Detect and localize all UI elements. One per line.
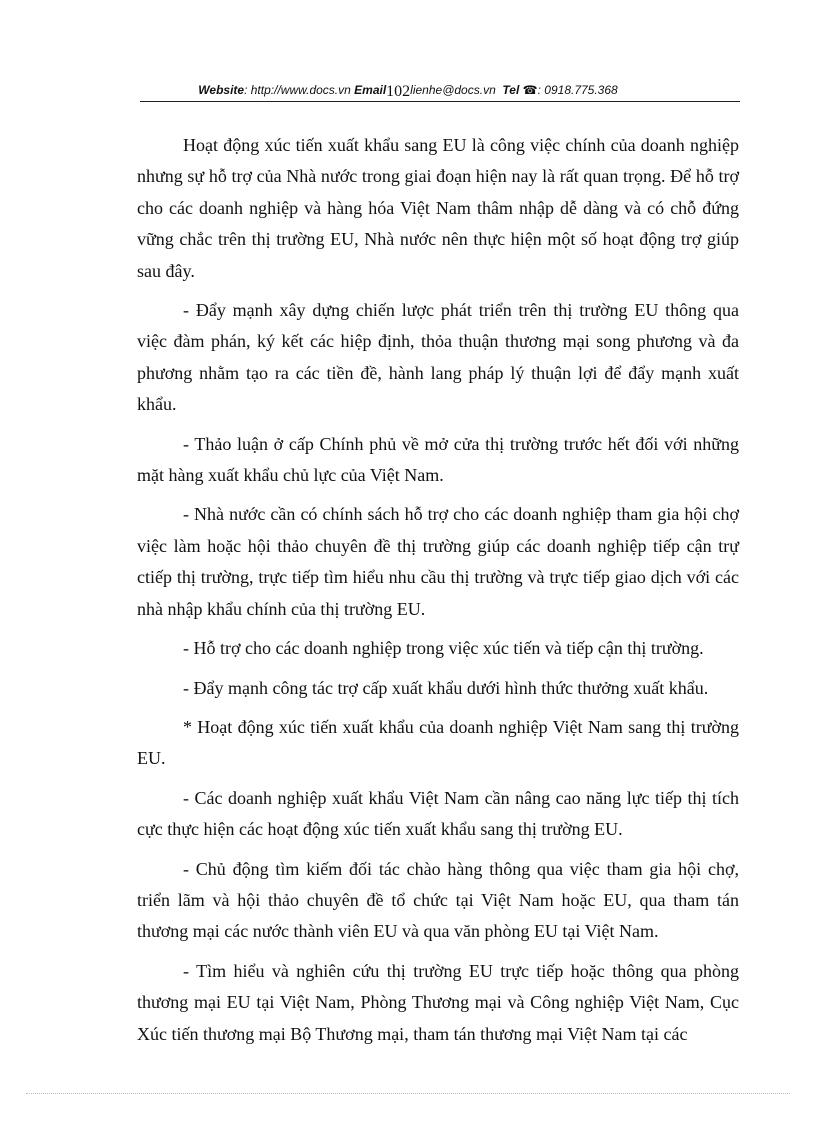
website-label: Website [198, 83, 245, 97]
page-header [0, 81, 816, 99]
paragraph: - Đẩy mạnh công tác trợ cấp xuất khẩu dưới hình thức thưởng xuất khẩu. [183, 677, 709, 698]
phone-icon: ☎ [522, 83, 538, 97]
page-bottom-divider [26, 1093, 790, 1094]
tel-number: : 0918.775.368 [537, 83, 618, 97]
email-address[interactable]: lienhe@docs.vn [410, 83, 496, 97]
paragraph: * Hoạt động xúc tiến xuất khẩu của doanh nghiệp Việt Nam sang thị trường EU. [137, 716, 739, 769]
header-divider [140, 101, 740, 102]
email-label: Email [354, 83, 387, 97]
document-body [137, 130, 739, 1058]
website-url[interactable]: : http://www.docs.vn [244, 83, 351, 97]
paragraph: - Nhà nước cần có chính sách hỗ trợ cho các doanh nghiệp tham gia hội chợ việc làm hoặc hội thảo chuyên đề thị trường giúp các doanh nghiệp tiếp cận trự ctiếp thị trường, trực tiếp tìm hiểu nhu cầu thị trường và trực tiếp giao dịch với các nhà nhập khẩu chính của thị trường EU. [137, 504, 739, 619]
paragraph: - Các doanh nghiệp xuất khẩu Việt Nam cần nâng cao năng lực tiếp thị tích cực thực hiện các hoạt động xúc tiến xuất khẩu sang thị trường EU. [137, 787, 739, 840]
tel-label: Tel [502, 83, 520, 97]
paragraph: - Thảo luận ở cấp Chính phủ về mở cửa thị trường trước hết đối với những mặt hàng xuất khẩu chủ lực của Việt Nam. [137, 433, 739, 486]
paragraph: - Tìm hiểu và nghiên cứu thị trường EU trực tiếp hoặc thông qua phòng thương mại EU tại Việt Nam, Phòng Thương mại và Công nghiệp Việt Nam, Cục Xúc tiến thương mại Bộ Thương mại, tham tán thương mại Việt Nam tại các [137, 960, 739, 1044]
page-number: 102 [386, 83, 411, 100]
paragraph: - Chủ động tìm kiếm đối tác chào hàng thông qua việc tham gia hội chợ, triển lãm và hội thảo chuyên đề tổ chức tại Việt Nam hoặc EU, qua tham tán thương mại các nước thành viên EU và qua văn phòng EU tại Việt Nam. [137, 858, 739, 942]
paragraph: - Đẩy mạnh xây dựng chiến lược phát triển trên thị trường EU thông qua việc đàm phán, ký kết các hiệp định, thỏa thuận thương mại song phương và đa phương nhằm tạo ra các tiền đề, hành lang pháp lý thuận lợi để đẩy mạnh xuất khẩu. [137, 300, 739, 415]
paragraph: Hoạt động xúc tiến xuất khẩu sang EU là công việc chính của doanh nghiệp nhưng sự hỗ trợ của Nhà nước trong giai đoạn hiện nay là rất quan trọng. Để hỗ trợ cho các doanh nghiệp và hàng hóa Việt Nam thâm nhập dễ dàng và có chỗ đứng vững chắc trên thị trường EU, Nhà nước nên thực hiện một số hoạt động trợ giúp sau đây. [137, 135, 739, 281]
paragraph: - Hỗ trợ cho các doanh nghiệp trong việc xúc tiến và tiếp cận thị trường. [183, 638, 704, 659]
